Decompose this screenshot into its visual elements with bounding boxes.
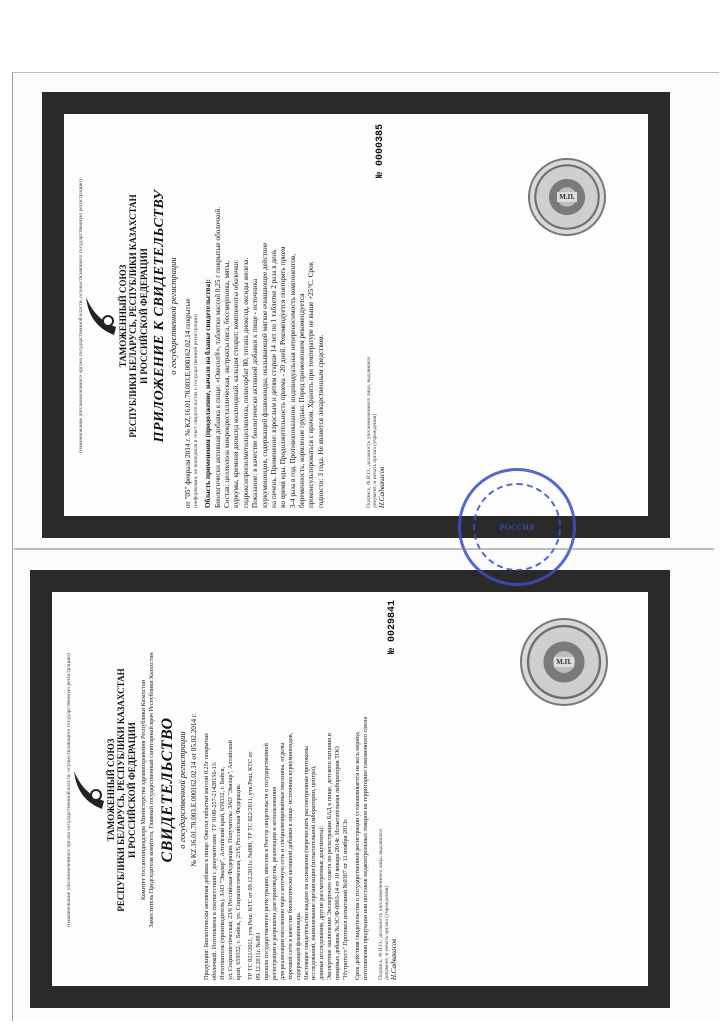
certificate-compliance-line: "Нутритест" Протокол испытаний №0307 от 11 ноября 2013г. (342, 818, 350, 980)
certificate-compliance-line: данные исследования, другие рассмотренные документы): (318, 825, 326, 980)
appendix-body-line: куркуминоидов, содержащей флавоноиды, оказывающей мягкое очищающее действие (260, 242, 269, 508)
certificate-compliance-line: 09.12.2011г. №881 (254, 932, 262, 980)
appendix-body-line: проконсультироваться с врачом. Хранить при температуре не выше +25°С. Срок (307, 261, 316, 508)
appendix-body (204, 124, 326, 508)
certificate-compliance-line: прошла государственную регистрацию, внесена в Реестр свидетельств о государственной (262, 743, 270, 980)
certificate-compliance-block (247, 600, 350, 980)
appendix-signatory: Н.Садвакасов (378, 466, 387, 508)
appendix-body-line: годности: 3 года. Не является лекарственным средством. (316, 334, 325, 508)
certificate-number-line: № KZ.16.01.78.003.Е.000162.02.14 от 05.02.2014 г. (189, 713, 198, 867)
page-fold-line (14, 548, 714, 550)
certificate-compliance-line: для реализации населению через аптечную сеть и специализированные магазины, отделы (278, 742, 286, 980)
certificate-seal-label: М.П. (556, 658, 572, 666)
certificate-product-line: Изготовитель (производитель): ЗАО "Эвалар", Алтайский край, 659332, г. Бийск, (219, 766, 227, 980)
certificate-compliance-line: торговой сети в качестве биологически активной добавки к пище- источника куркуминоидов, (286, 732, 294, 980)
certificate-compliance-line: содержащей флавоноиды. (294, 911, 302, 980)
certificate-compliance-line: регистрации и разрешена для производства, реализации и использования (270, 786, 278, 980)
appendix-body-line: Состав: целлюлоза микрокристаллическая, экстракты овса, бессмертника, мяты, (223, 260, 232, 508)
customs-union-logo (84, 295, 118, 337)
certificate-validity-line: Срок действия свидетельства о государственной регистрации устанавливается на весь период (354, 732, 362, 980)
certificate-product-block (203, 600, 243, 980)
certificate-subtitle: о государственной регистрации (176, 731, 187, 849)
certificate-union-line-3: И РОССИЙСКОЙ ФЕДЕРАЦИИ (126, 722, 137, 858)
appendix-fine-org: (наименование уполномоченного органа государственной власти, осуществляющего государственную регистрацию) (78, 179, 84, 453)
certificate-signature-note: Подпись, Ф.И.О., должность уполномоченного лица, выдавшего документ, и печать органа (учреждения) (378, 828, 391, 980)
appendix-title: ПРИЛОЖЕНИЕ К СВИДЕТЕЛЬСТВУ (152, 189, 168, 443)
certificate-signatory: Н.Садвакасов (390, 938, 399, 980)
certificate-union-line-2: РЕСПУБЛИКИ БЕЛАРУСЬ, РЕСПУБЛИКИ КАЗАХСТАН (116, 668, 127, 912)
appendix-body-line: куркумы, кремния диоксид коллоидный, кальция стеарат; компоненты оболочки: (232, 259, 241, 508)
appendix-body-line: гидроксипропилметилцеллюлоза, полисорбат 80, титана диоксид, оксиды железа. (241, 257, 250, 508)
customs-union-logo (72, 769, 106, 811)
certificate-fine-org: (наименование уполномоченного органа государственной власти, осуществляющего государственную регистрацию) (66, 653, 72, 927)
certificate-product-line: оболочкой. Изготовлена в соответствии с документами: ТУ 9100-257-21428156-13. (211, 761, 219, 980)
certificate-compliance-line: пищевых добавок №ЭС/Ф-0003-14 от 10 января 2014г. Испытательная лаборатория ТОО (334, 746, 342, 980)
certificate-title: СВИДЕТЕЛЬСТВО (158, 717, 176, 863)
certificate-authority-line: Заместитель Председателя комитета, Главный государственный санитарный врач Республики Казахстан (147, 652, 155, 928)
certificate-union-line-1: ТАМОЖЕННЫЙ СОЮЗ (106, 738, 116, 842)
appendix-official-seal (528, 158, 606, 236)
certificate-compliance-line: исследований, наименование организации (испытательной лаборатории, центра), (310, 765, 318, 980)
appendix-body-line: Биологически активная добавка к пище: «Овесол®», таблетки массой 0,25 г покрытые оболочкой. (213, 206, 222, 508)
appendix-union-line-3: И РОССИЙСКОЙ ФЕДЕРАЦИИ (138, 248, 149, 384)
certificate-product-line: Продукция: Биологически активная добавка к пище: Овесол таблетки массой 0.25г покрытые (203, 732, 211, 980)
appendix-body-line: Область применения (продолжение, начало на бланке свидетельства): (204, 279, 213, 508)
appendix-body-line: Показание: в качестве биологически активной добавки к пище - источника (251, 278, 260, 508)
appendix-date-note: (информация, не вошедшая в текст свидетельства о государственной регистрации) (193, 314, 200, 508)
appendix-body-line: беременность, кормление грудью. Перед применением рекомендуется (297, 293, 306, 508)
certificate-compliance-line: ТР ТС 021/2011, утв.Реш. КТС от 09.12.2011г. №880, ТР ТС 022/2011, утв.Реш. КТС от (246, 751, 254, 980)
appendix-union-line-2: РЕСПУБЛИКИ БЕЛАРУСЬ, РЕСПУБЛИКИ КАЗАХСТАН (128, 194, 139, 438)
certificate-official-seal (520, 618, 608, 706)
appendix-subtitle: о государственной регистрации (168, 257, 179, 375)
blue-stamp-text: РОССИЯ (499, 522, 535, 532)
certificate-authority-line: Комитет госсанэпиднадзора Министерства здравоохранения Республики Казахстан (140, 679, 148, 901)
certificate-validity-line: изготовления продукции или поставок подконтрольных товаров на территорию таможенного союза (362, 716, 370, 980)
certificate-validity-block (354, 600, 370, 980)
appendix-body-line: во время еды. Продолжительность приема - 20 дней. Рекомендуется повторять прием (279, 246, 288, 508)
certificate-compliance-line: Настоящее свидетельство выдано на основании (перечислить рассмотренные протоколы (302, 746, 310, 980)
appendix-date-line: от "05" февраля 2014 г. № KZ.16.01.78.003.Е.000162.02.14 покрытые (184, 298, 193, 508)
appendix-seal-label: М.П. (559, 193, 575, 201)
certificate-compliance-line: Экспертное заключение Экспертного совета по регистрации БАД к пище, детского питания и (326, 733, 334, 980)
appendix-union-line-1: ТАМОЖЕННЫЙ СОЮЗ (118, 264, 128, 368)
certificate-serial-number: № 0029841 (387, 600, 399, 655)
certificate-product-line: край, 659332, г. Бийск, ул. Социалистическая, 23/6,Российская Федерация. (235, 783, 243, 980)
appendix-serial-number: № 0000385 (375, 124, 387, 179)
certificate-product-line: ул. Социалистическая, 23/6 Российская Федерация. Получатель: ЗАО "Эвалар", Алтайский (227, 740, 235, 980)
blue-company-stamp (458, 468, 576, 586)
appendix-body-line: на печень. Применение: взрослым и детям старше 14 лет по 1 таблетке 2 раза в день (269, 249, 278, 508)
appendix-signature-note: Подпись, Ф.И.О., должность уполномоченного лица, выдавшего документ, и печать органа (учреждения) (366, 356, 379, 508)
appendix-body-line: 3-4 раза в год. Противопоказания: индивидуальная непереносимость компонентов, (288, 253, 297, 508)
